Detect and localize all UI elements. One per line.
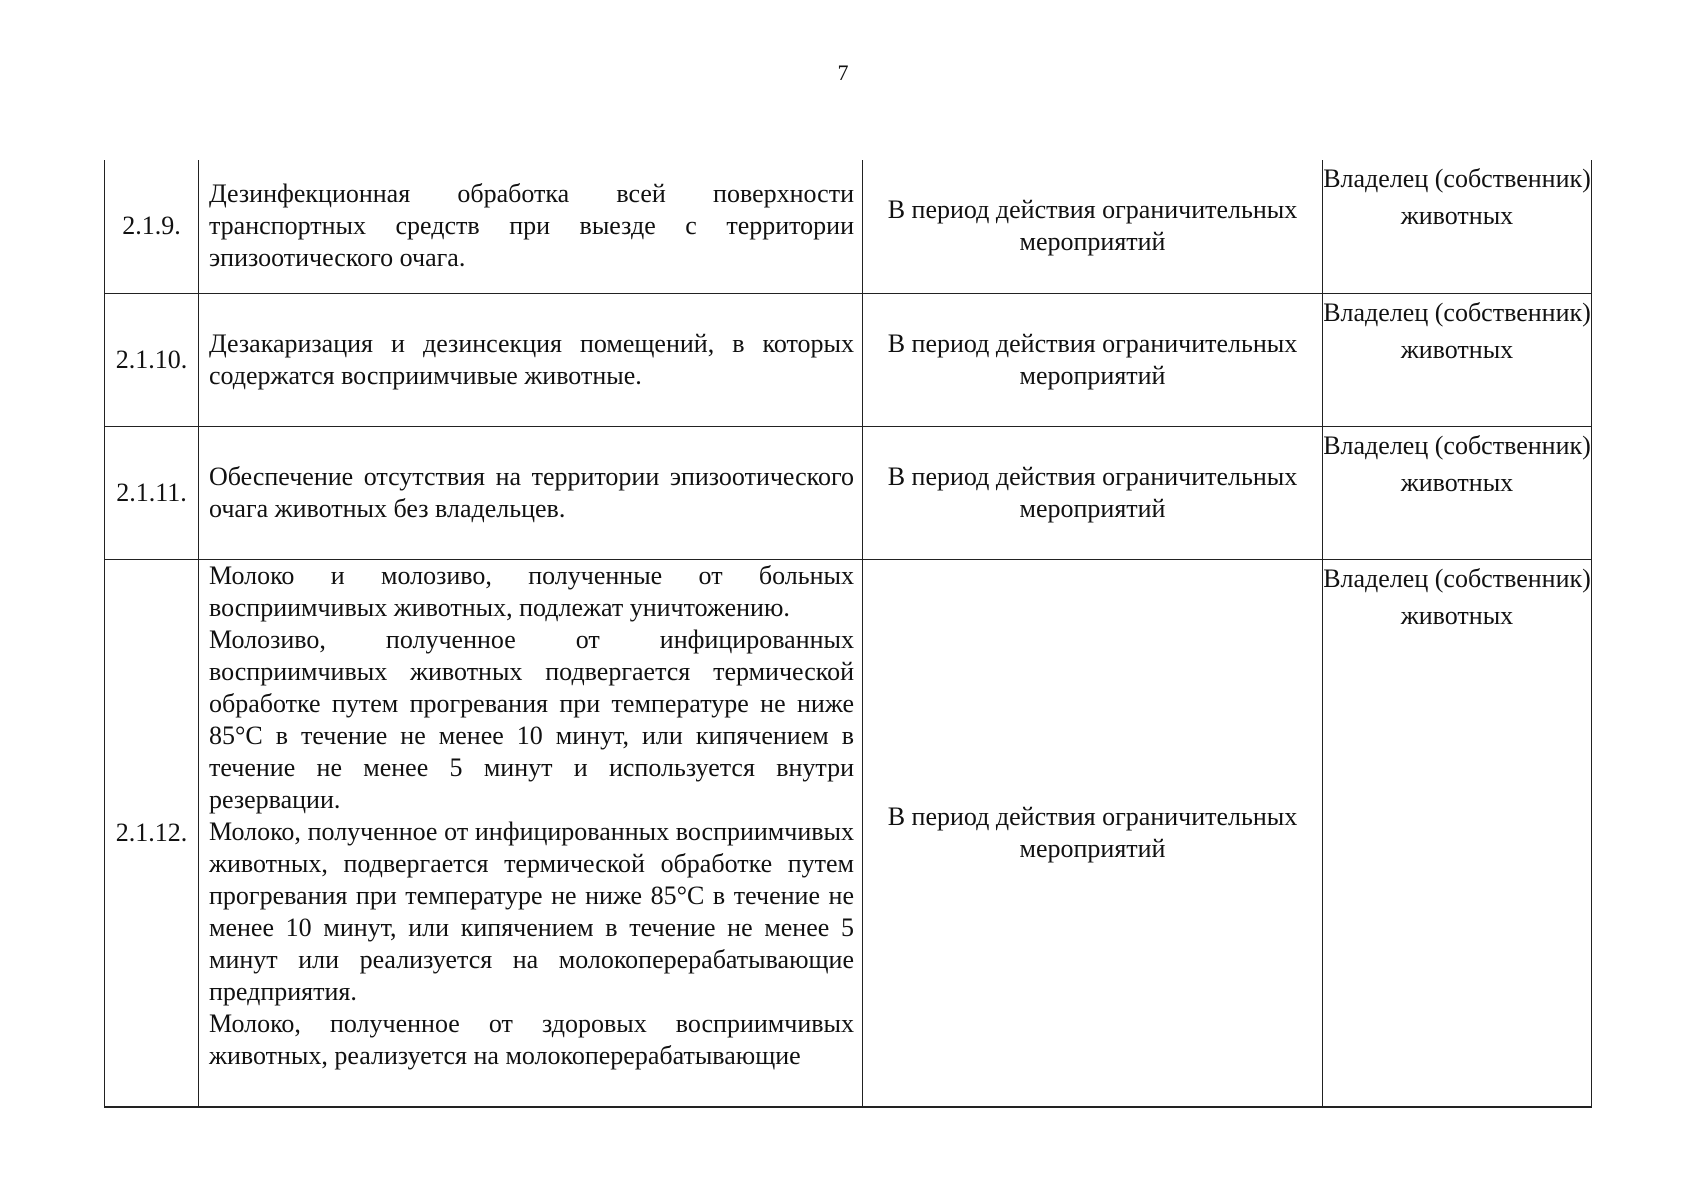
responsible-cell: Владелец (собственник) животных (1323, 160, 1592, 293)
table-row (105, 559, 1592, 1107)
measure-description (199, 160, 863, 293)
description-paragraph: Молоко и молозиво, полученные от больных восприимчивых животных, подлежат уничтожению. (209, 560, 854, 622)
description-paragraph: Дезакаризация и дезинсекция помещений, в которых содержатся восприимчивые животные. (209, 328, 854, 390)
measure-description (199, 293, 863, 426)
row-number: 2.1.11. (105, 426, 199, 559)
period-cell: В период действия ограничительных мероприятий (863, 293, 1323, 426)
responsible-cell: Владелец (собственник) животных (1323, 559, 1592, 1107)
table-row (105, 293, 1592, 426)
table-row (105, 426, 1592, 559)
measures-table (104, 160, 1592, 1108)
period-cell: В период действия ограничительных мероприятий (863, 426, 1323, 559)
description-paragraph: Молоко, полученное от инфицированных восприимчивых животных, подвергается термической обработке путем прогревания при температуре не ниже 85°С в течение не менее 10 минут, или кипячением в течение не менее 5 минут или реализуется на молокоперерабатывающие предприятия. (209, 816, 854, 1006)
row-number: 2.1.10. (105, 293, 199, 426)
description-paragraph: Молозиво, полученное от инфицированных восприимчивых животных подвергается термической обработке путем прогревания при температуре не ниже 85°С в течение не менее 10 минут, или кипячением в течение не менее 5 минут и используется внутри резервации. (209, 624, 854, 814)
row-number: 2.1.9. (105, 160, 199, 293)
period-cell: В период действия ограничительных мероприятий (863, 559, 1323, 1107)
row-number: 2.1.12. (105, 559, 199, 1107)
period-cell: В период действия ограничительных мероприятий (863, 160, 1323, 293)
description-paragraph: Дезинфекционная обработка всей поверхности транспортных средств при выезде с территории эпизоотического очага. (209, 179, 854, 273)
responsible-cell: Владелец (собственник) животных (1323, 426, 1592, 559)
measure-description (199, 559, 863, 1107)
description-paragraph: Обеспечение отсутствия на территории эпизоотического очага животных без владельцев. (209, 461, 854, 523)
table-row (105, 160, 1592, 293)
measure-description (199, 426, 863, 559)
description-paragraph: Молоко, полученное от здоровых восприимчивых животных, реализуется на молокоперерабатывающие (209, 1008, 854, 1070)
responsible-cell: Владелец (собственник) животных (1323, 293, 1592, 426)
page-number: 7 (837, 60, 849, 85)
